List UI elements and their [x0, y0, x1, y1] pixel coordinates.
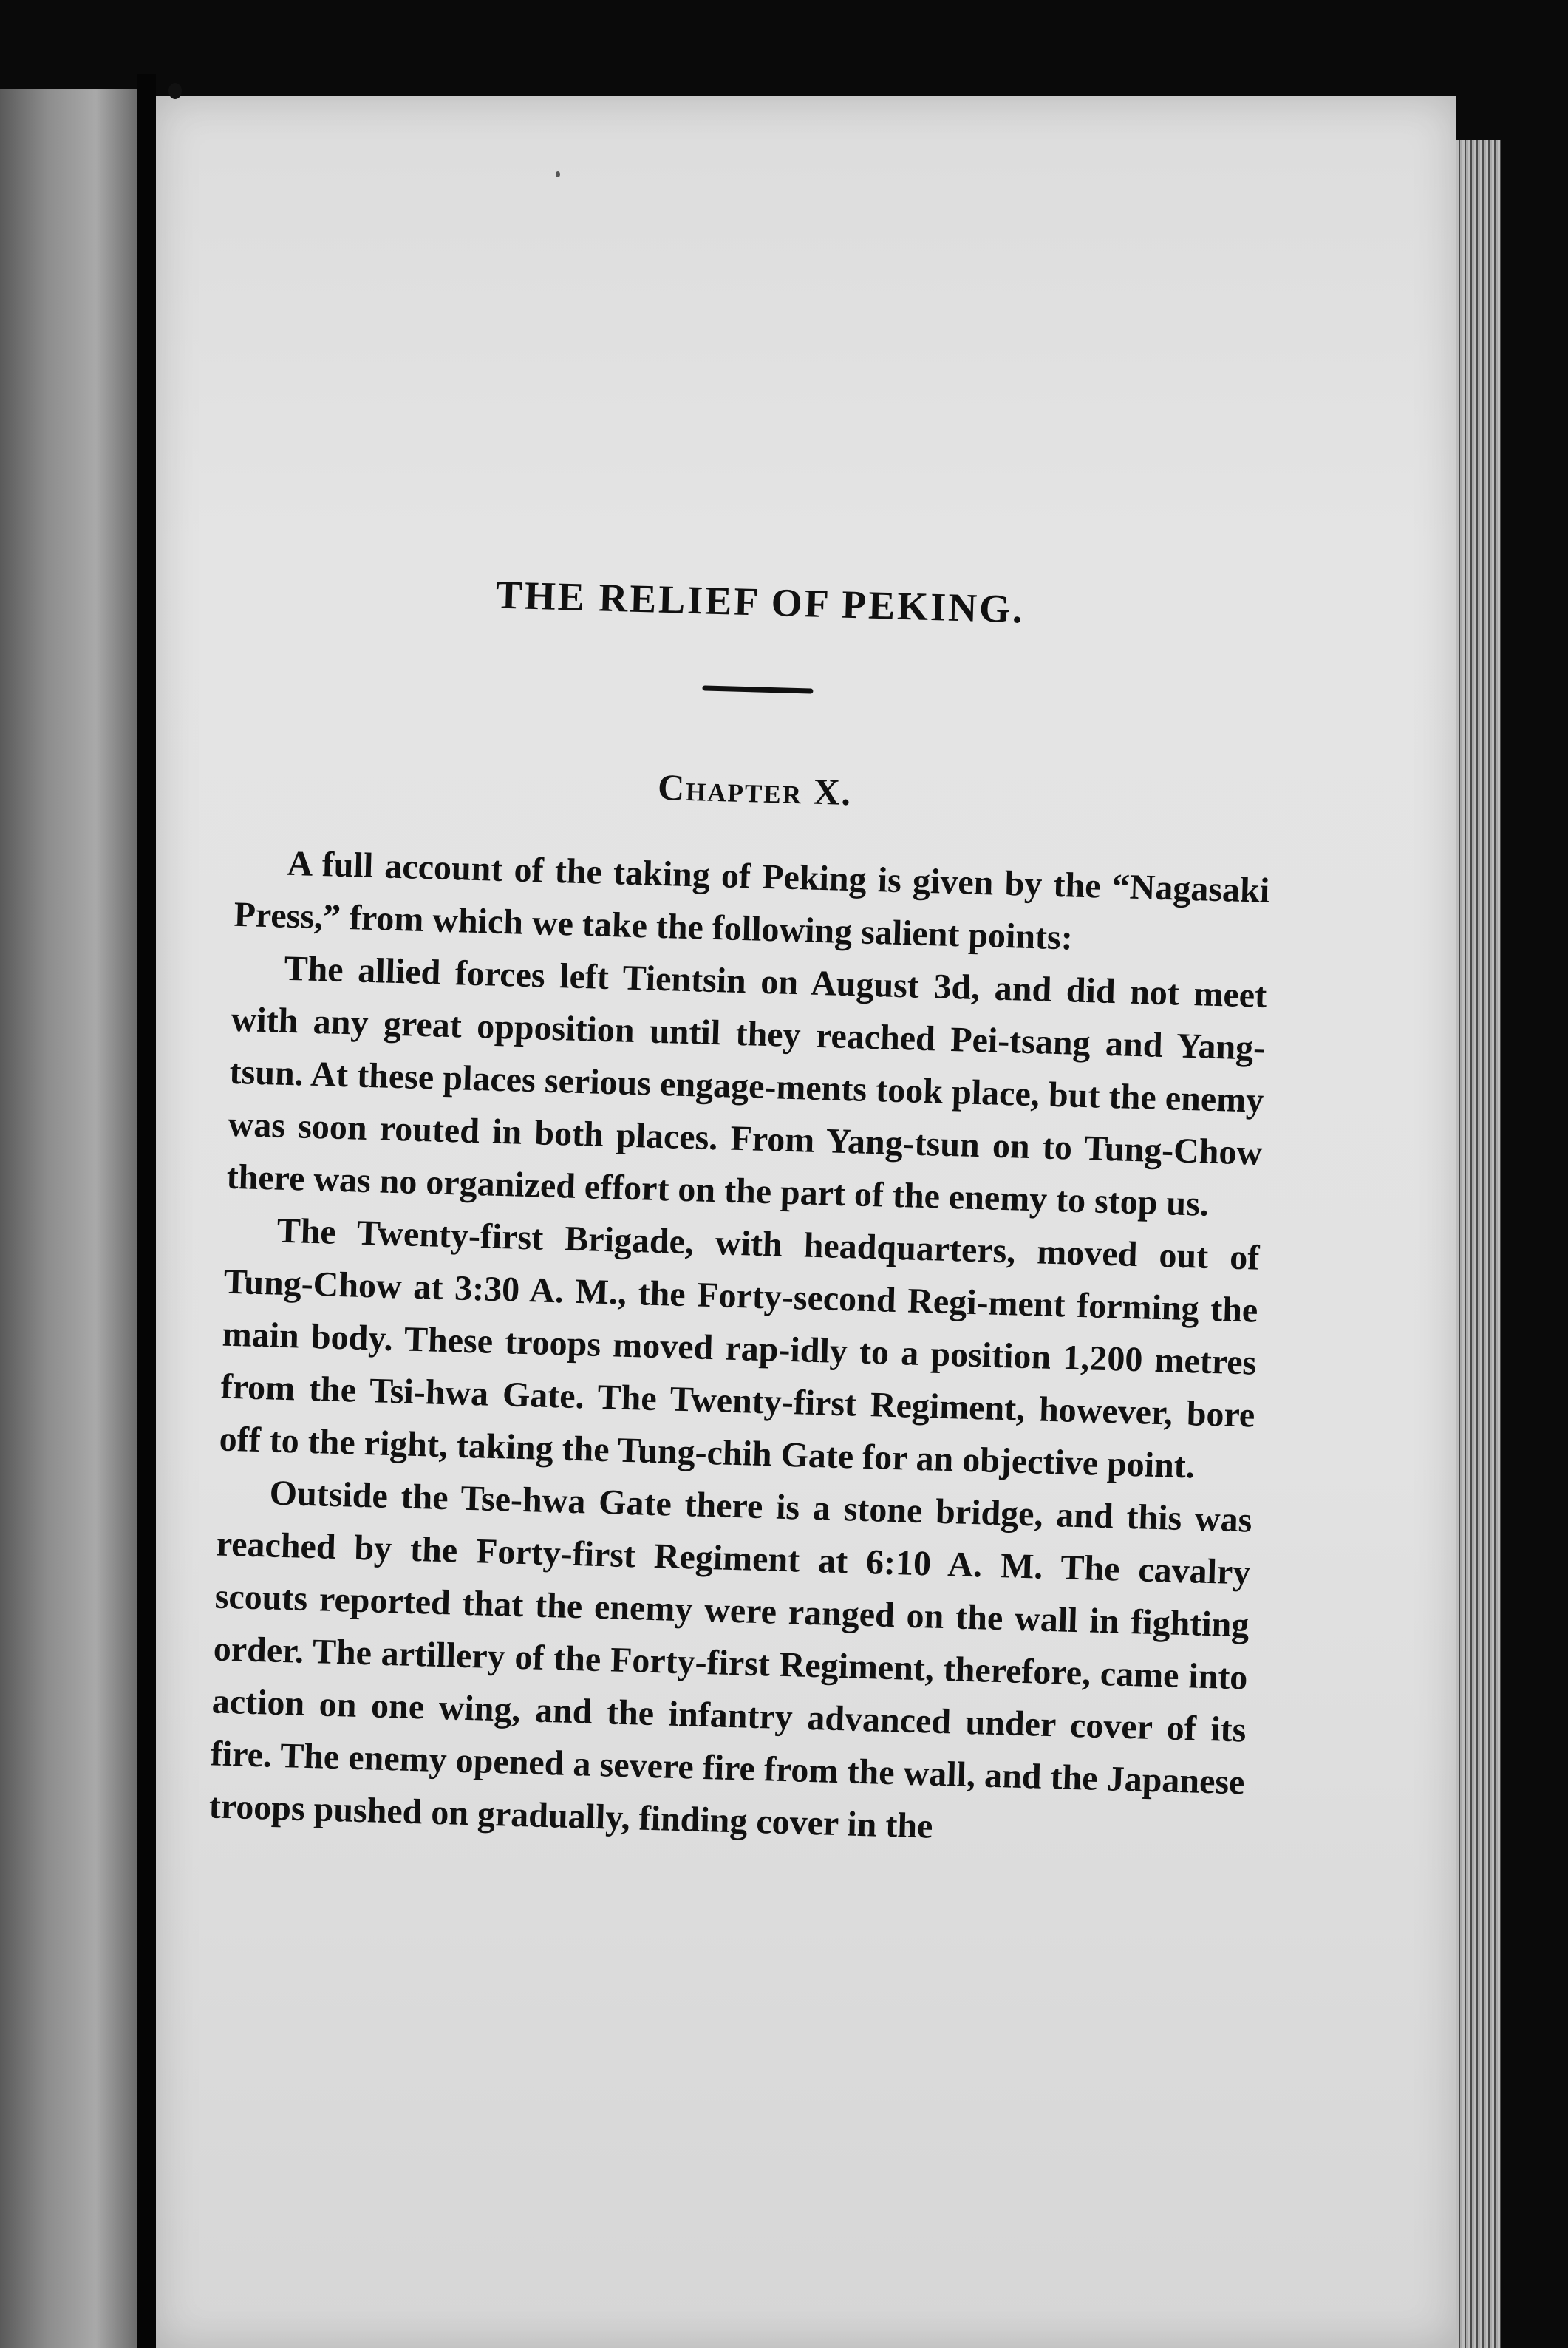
page-edge-stack [1456, 140, 1501, 2348]
page-content [202, 562, 1278, 2068]
chapter-heading: Chapter X. [657, 766, 853, 814]
paragraph: The Twenty-first Brigade, with headquarters, moved out of Tung-Chow at 3:30 A. M., the Forty-second Regi-ment forming the main body. These troops moved rap-idly to a position 1,200 metres from the Tsi-hwa Gate. The Twenty-first Regiment, however, bore off to the right, taking the Tung-chih Gate for an objective point. [219, 1211, 1260, 1486]
paragraph: Outside the Tse-hwa Gate there is a stone bridge, and this was reached by the Forty-first Regiment at 6:10 A. M. The cavalry scouts reported that the enemy were ranged on the wall in fighting order. The artillery of the Forty-first Regiment, therefore, came into action on one wing, and the infantry advanced under cover of its fire. The enemy opened a severe fire from the wall, and the Japanese troops pushed on gradually, finding cover in the [208, 1473, 1253, 1846]
scan-speck [168, 83, 182, 99]
paragraph: The allied forces left Tientsin on August 3d, and did not meet with any great opposition until they reached Pei-tsang and Yang-tsun. At these places serious engage-ments took place, but the enemy was soon routed in both places. From Yang-tsun on to Tung-Chow there was no organized effort on the part of the enemy to stop us. [226, 948, 1267, 1224]
book-gutter [137, 74, 156, 2348]
running-title: THE RELIEF OF PEKING. [495, 572, 1026, 632]
facing-page-edge [0, 89, 137, 2348]
scan-speck [556, 171, 560, 177]
paragraph: A full account of the taking of Peking is given by the “Nagasaki Press,” from which we take the following salient points: [233, 843, 1270, 958]
body-text [208, 836, 1270, 1862]
title-rule [702, 685, 813, 693]
